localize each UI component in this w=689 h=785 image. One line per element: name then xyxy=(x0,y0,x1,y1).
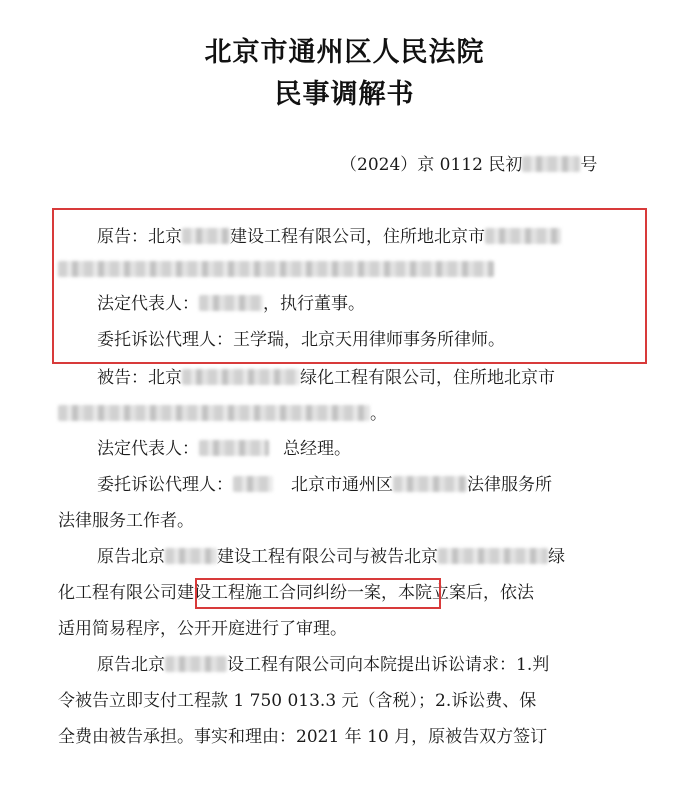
defendant-label: 被告：北京 xyxy=(97,368,182,388)
para2-line1 xyxy=(97,654,549,676)
case-number-prefix: （2024）京 0112 民初 xyxy=(340,155,523,175)
agent-label: 委托诉讼代理人： xyxy=(97,475,233,495)
legal-rep-label: 法定代表人： xyxy=(97,294,199,314)
defendant-line xyxy=(97,367,555,389)
redacted-block xyxy=(165,656,227,672)
defendant-agent-line2: 法律服务工作者。 xyxy=(58,511,194,531)
defendant-agent xyxy=(97,474,552,496)
court-name: 北京市通州区人民法院 xyxy=(204,37,485,68)
para-text: 原告北京 xyxy=(97,547,165,567)
document-type: 民事调解书 xyxy=(274,79,415,110)
para-text: 原告北京 xyxy=(97,655,165,675)
highlight-box-case-cause xyxy=(195,578,441,609)
defendant-address-line xyxy=(58,403,387,425)
legal-rep-title: ，执行董事。 xyxy=(263,294,365,314)
case-number xyxy=(340,150,597,175)
plaintiff-label: 原告：北京 xyxy=(97,227,182,247)
redacted-block xyxy=(233,476,273,492)
agent-org-tail: 法律服务所 xyxy=(467,475,552,495)
redacted-block xyxy=(393,476,467,492)
para2-line3: 全费由被告承担。事实和理由：2021 年 10 月，原被告双方签订 xyxy=(58,727,548,747)
para-text: 建设工程有限公司与被告北京 xyxy=(217,547,438,567)
legal-rep-title: 总经理。 xyxy=(283,439,351,459)
para-text: 化工程有限公司 xyxy=(58,583,177,603)
para-text: ，本院立案后，依法 xyxy=(381,583,534,603)
case-number-suffix: 号 xyxy=(580,155,598,175)
redacted-block xyxy=(165,548,217,564)
defendant-name: 绿化工程有限公司，住所地北京市 xyxy=(300,368,555,388)
redacted-block xyxy=(199,440,269,456)
defendant-address-end: 。 xyxy=(370,404,387,424)
para2-line2: 令被告立即支付工程款 1 750 013.3 元（含税）；2.诉讼费、保 xyxy=(58,691,537,711)
plaintiff-agent: 委托诉讼代理人：王学瑞，北京天用律师事务所律师。 xyxy=(97,330,505,350)
redacted-block xyxy=(58,405,370,421)
para1-line1 xyxy=(97,546,565,568)
agent-org: 北京市通州区 xyxy=(291,475,393,495)
defendant-legal-rep xyxy=(97,438,351,460)
case-cause: 建设工程施工合同纠纷一案 xyxy=(177,583,381,603)
para-text: 设工程有限公司向本院提出诉讼请求：1.判 xyxy=(227,655,550,675)
highlight-box-plaintiff xyxy=(52,208,647,364)
legal-rep-label: 法定代表人： xyxy=(97,439,199,459)
redacted-block xyxy=(522,156,580,172)
para-text: 绿 xyxy=(548,547,565,567)
redacted-block xyxy=(438,548,548,564)
plaintiff-name: 建设工程有限公司，住所地北京市 xyxy=(230,227,485,247)
redacted-block xyxy=(182,369,300,385)
para1-line3: 适用简易程序，公开开庭进行了审理。 xyxy=(58,619,347,639)
